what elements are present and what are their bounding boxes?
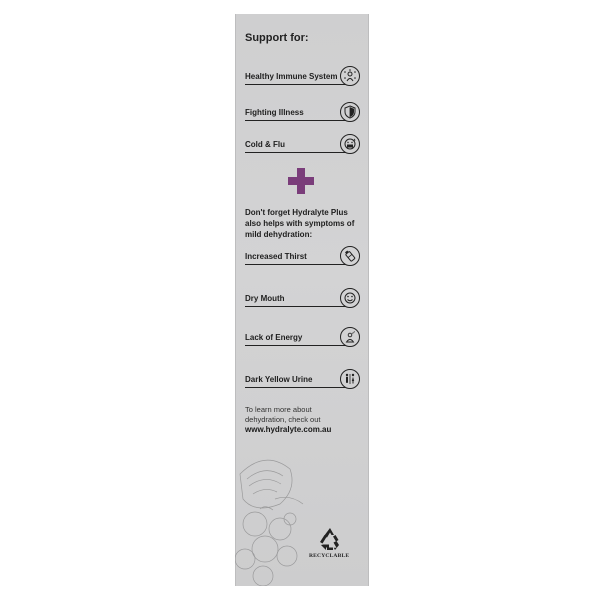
- learn-more-line2: dehydration, check out: [245, 415, 321, 424]
- low-energy-icon: [340, 327, 360, 347]
- symptom-item-urine: [245, 369, 360, 391]
- dry-mouth-icon: [340, 288, 360, 308]
- support-title: Support for:: [245, 32, 309, 44]
- shield-icon: [340, 102, 360, 122]
- support-item-label: Cold & Flu: [245, 140, 285, 149]
- recyclable-mark: [309, 526, 350, 566]
- restroom-icon: [340, 369, 360, 389]
- water-bottle-icon: [340, 246, 360, 266]
- dehydration-note: Don't forget Hydralyte Plus also helps with symptoms of mild dehydration:: [245, 208, 355, 239]
- learn-more-text: [245, 405, 363, 435]
- symptom-item-label: Dry Mouth: [245, 294, 285, 303]
- learn-more-line1: To learn more about: [245, 405, 312, 414]
- symptom-item-label: Dark Yellow Urine: [245, 375, 313, 384]
- symptom-item-thirst: [245, 246, 360, 268]
- website-link[interactable]: www.hydralyte.com.au: [245, 425, 332, 434]
- recyclable-label: RECYCLABLE: [309, 553, 350, 559]
- fruit-illustration: [235, 444, 305, 586]
- support-item-immune: [245, 66, 360, 88]
- symptom-item-label: Lack of Energy: [245, 333, 303, 342]
- recycle-icon: [317, 526, 343, 552]
- support-item-cold-flu: [245, 134, 360, 156]
- plus-sign: [288, 168, 314, 194]
- sick-face-icon: [340, 134, 360, 154]
- support-item-illness: [245, 102, 360, 124]
- svg-text:z: z: [353, 330, 356, 334]
- symptom-item-dry-mouth: [245, 288, 360, 310]
- svg-text:z: z: [352, 331, 354, 335]
- product-side-panel: [235, 14, 369, 586]
- symptom-item-label: Increased Thirst: [245, 252, 307, 261]
- support-item-label: Healthy Immune System: [245, 72, 338, 81]
- symptom-item-energy: [245, 327, 360, 349]
- immune-system-icon: [340, 66, 360, 86]
- support-item-label: Fighting Illness: [245, 108, 304, 117]
